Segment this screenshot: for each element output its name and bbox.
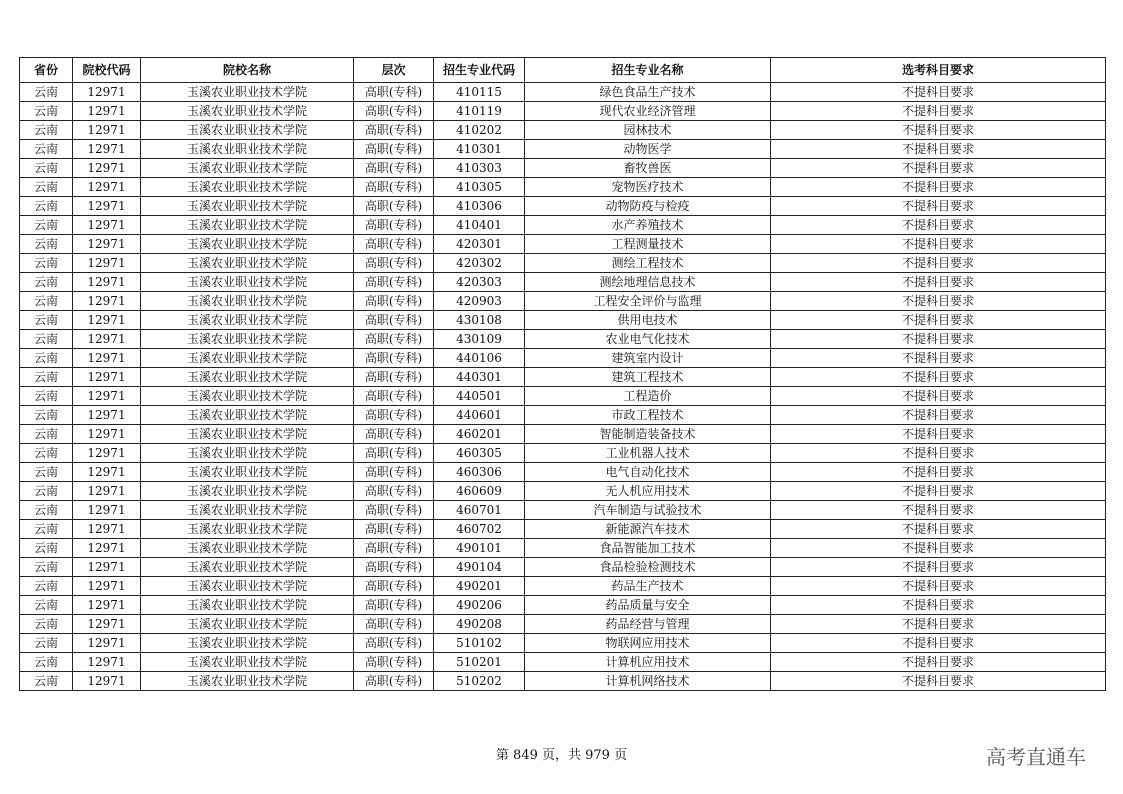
major-name-cell: 计算机应用技术 bbox=[525, 653, 771, 672]
major-name-cell: 现代农业经济管理 bbox=[525, 102, 771, 121]
major-code-cell: 460701 bbox=[434, 501, 525, 520]
province-cell: 云南 bbox=[20, 463, 73, 482]
major-code-cell: 410202 bbox=[434, 121, 525, 140]
school-code-cell: 12971 bbox=[73, 672, 141, 691]
subject-requirement-cell: 不提科目要求 bbox=[771, 520, 1106, 539]
major-code-cell: 420302 bbox=[434, 254, 525, 273]
school-code-cell: 12971 bbox=[73, 653, 141, 672]
province-cell: 云南 bbox=[20, 292, 73, 311]
school-code-cell: 12971 bbox=[73, 349, 141, 368]
level-cell: 高职(专科) bbox=[354, 539, 434, 558]
table-row bbox=[20, 140, 1106, 159]
school-name-cell: 玉溪农业职业技术学院 bbox=[141, 634, 354, 653]
level-cell: 高职(专科) bbox=[354, 83, 434, 102]
table-body bbox=[20, 83, 1106, 691]
table-row bbox=[20, 482, 1106, 501]
table-row bbox=[20, 330, 1106, 349]
level-cell: 高职(专科) bbox=[354, 121, 434, 140]
subject-requirement-cell: 不提科目要求 bbox=[771, 596, 1106, 615]
subject-requirement-cell: 不提科目要求 bbox=[771, 292, 1106, 311]
major-name-cell: 建筑工程技术 bbox=[525, 368, 771, 387]
table-row bbox=[20, 254, 1106, 273]
header-major-name: 招生专业名称 bbox=[525, 58, 771, 83]
table-row bbox=[20, 615, 1106, 634]
major-name-cell: 园林技术 bbox=[525, 121, 771, 140]
major-name-cell: 畜牧兽医 bbox=[525, 159, 771, 178]
school-name-cell: 玉溪农业职业技术学院 bbox=[141, 197, 354, 216]
province-cell: 云南 bbox=[20, 178, 73, 197]
table-row bbox=[20, 444, 1106, 463]
school-code-cell: 12971 bbox=[73, 121, 141, 140]
level-cell: 高职(专科) bbox=[354, 520, 434, 539]
major-code-cell: 410301 bbox=[434, 140, 525, 159]
subject-requirement-cell: 不提科目要求 bbox=[771, 330, 1106, 349]
province-cell: 云南 bbox=[20, 425, 73, 444]
table-row bbox=[20, 178, 1106, 197]
major-name-cell: 智能制造装备技术 bbox=[525, 425, 771, 444]
subject-requirement-cell: 不提科目要求 bbox=[771, 577, 1106, 596]
table-row bbox=[20, 235, 1106, 254]
table-row bbox=[20, 653, 1106, 672]
major-code-cell: 460609 bbox=[434, 482, 525, 501]
school-name-cell: 玉溪农业职业技术学院 bbox=[141, 520, 354, 539]
major-code-cell: 460306 bbox=[434, 463, 525, 482]
header-level: 层次 bbox=[354, 58, 434, 83]
major-code-cell: 490208 bbox=[434, 615, 525, 634]
subject-requirement-cell: 不提科目要求 bbox=[771, 653, 1106, 672]
province-cell: 云南 bbox=[20, 558, 73, 577]
province-cell: 云南 bbox=[20, 520, 73, 539]
province-cell: 云南 bbox=[20, 387, 73, 406]
subject-requirement-cell: 不提科目要求 bbox=[771, 501, 1106, 520]
major-name-cell: 工程安全评价与监理 bbox=[525, 292, 771, 311]
subject-requirement-cell: 不提科目要求 bbox=[771, 254, 1106, 273]
level-cell: 高职(专科) bbox=[354, 558, 434, 577]
header-subject-requirement: 选考科目要求 bbox=[771, 58, 1106, 83]
major-name-cell: 新能源汽车技术 bbox=[525, 520, 771, 539]
province-cell: 云南 bbox=[20, 672, 73, 691]
level-cell: 高职(专科) bbox=[354, 482, 434, 501]
level-cell: 高职(专科) bbox=[354, 406, 434, 425]
school-name-cell: 玉溪农业职业技术学院 bbox=[141, 254, 354, 273]
major-code-cell: 420903 bbox=[434, 292, 525, 311]
school-name-cell: 玉溪农业职业技术学院 bbox=[141, 558, 354, 577]
major-code-cell: 490206 bbox=[434, 596, 525, 615]
subject-requirement-cell: 不提科目要求 bbox=[771, 216, 1106, 235]
header-major-code: 招生专业代码 bbox=[434, 58, 525, 83]
school-code-cell: 12971 bbox=[73, 596, 141, 615]
subject-requirement-cell: 不提科目要求 bbox=[771, 102, 1106, 121]
major-code-cell: 410303 bbox=[434, 159, 525, 178]
major-requirements-table bbox=[19, 57, 1106, 691]
major-code-cell: 510202 bbox=[434, 672, 525, 691]
major-code-cell: 410306 bbox=[434, 197, 525, 216]
major-name-cell: 供用电技术 bbox=[525, 311, 771, 330]
table-row bbox=[20, 539, 1106, 558]
table-row bbox=[20, 216, 1106, 235]
major-code-cell: 490201 bbox=[434, 577, 525, 596]
province-cell: 云南 bbox=[20, 273, 73, 292]
major-code-cell: 510102 bbox=[434, 634, 525, 653]
major-name-cell: 汽车制造与试验技术 bbox=[525, 501, 771, 520]
subject-requirement-cell: 不提科目要求 bbox=[771, 539, 1106, 558]
school-name-cell: 玉溪农业职业技术学院 bbox=[141, 653, 354, 672]
table-row bbox=[20, 83, 1106, 102]
major-name-cell: 药品经营与管理 bbox=[525, 615, 771, 634]
school-name-cell: 玉溪农业职业技术学院 bbox=[141, 387, 354, 406]
province-cell: 云南 bbox=[20, 330, 73, 349]
subject-requirement-cell: 不提科目要求 bbox=[771, 159, 1106, 178]
header-province: 省份 bbox=[20, 58, 73, 83]
school-name-cell: 玉溪农业职业技术学院 bbox=[141, 235, 354, 254]
table-row bbox=[20, 406, 1106, 425]
table-row bbox=[20, 273, 1106, 292]
major-code-cell: 430109 bbox=[434, 330, 525, 349]
major-code-cell: 410119 bbox=[434, 102, 525, 121]
school-code-cell: 12971 bbox=[73, 482, 141, 501]
province-cell: 云南 bbox=[20, 311, 73, 330]
school-code-cell: 12971 bbox=[73, 615, 141, 634]
school-name-cell: 玉溪农业职业技术学院 bbox=[141, 539, 354, 558]
school-name-cell: 玉溪农业职业技术学院 bbox=[141, 482, 354, 501]
school-name-cell: 玉溪农业职业技术学院 bbox=[141, 273, 354, 292]
major-name-cell: 绿色食品生产技术 bbox=[525, 83, 771, 102]
level-cell: 高职(专科) bbox=[354, 197, 434, 216]
table-row bbox=[20, 672, 1106, 691]
province-cell: 云南 bbox=[20, 349, 73, 368]
watermark: 高考直通车 bbox=[986, 745, 1086, 769]
major-code-cell: 410305 bbox=[434, 178, 525, 197]
school-code-cell: 12971 bbox=[73, 425, 141, 444]
major-name-cell: 建筑室内设计 bbox=[525, 349, 771, 368]
province-cell: 云南 bbox=[20, 634, 73, 653]
level-cell: 高职(专科) bbox=[354, 501, 434, 520]
subject-requirement-cell: 不提科目要求 bbox=[771, 406, 1106, 425]
major-name-cell: 食品智能加工技术 bbox=[525, 539, 771, 558]
table-row bbox=[20, 596, 1106, 615]
subject-requirement-cell: 不提科目要求 bbox=[771, 672, 1106, 691]
school-code-cell: 12971 bbox=[73, 330, 141, 349]
province-cell: 云南 bbox=[20, 197, 73, 216]
table-row bbox=[20, 368, 1106, 387]
level-cell: 高职(专科) bbox=[354, 159, 434, 178]
major-name-cell: 工程造价 bbox=[525, 387, 771, 406]
header-school-code: 院校代码 bbox=[73, 58, 141, 83]
school-code-cell: 12971 bbox=[73, 387, 141, 406]
level-cell: 高职(专科) bbox=[354, 178, 434, 197]
school-code-cell: 12971 bbox=[73, 463, 141, 482]
school-name-cell: 玉溪农业职业技术学院 bbox=[141, 216, 354, 235]
school-code-cell: 12971 bbox=[73, 235, 141, 254]
school-code-cell: 12971 bbox=[73, 577, 141, 596]
header-school-name: 院校名称 bbox=[141, 58, 354, 83]
major-name-cell: 药品质量与安全 bbox=[525, 596, 771, 615]
major-name-cell: 电气自动化技术 bbox=[525, 463, 771, 482]
table-row bbox=[20, 311, 1106, 330]
major-name-cell: 测绘地理信息技术 bbox=[525, 273, 771, 292]
major-code-cell: 440301 bbox=[434, 368, 525, 387]
level-cell: 高职(专科) bbox=[354, 577, 434, 596]
major-code-cell: 440106 bbox=[434, 349, 525, 368]
subject-requirement-cell: 不提科目要求 bbox=[771, 349, 1106, 368]
table-row bbox=[20, 159, 1106, 178]
school-code-cell: 12971 bbox=[73, 368, 141, 387]
province-cell: 云南 bbox=[20, 539, 73, 558]
school-code-cell: 12971 bbox=[73, 254, 141, 273]
table-row bbox=[20, 121, 1106, 140]
subject-requirement-cell: 不提科目要求 bbox=[771, 121, 1106, 140]
table-row bbox=[20, 292, 1106, 311]
level-cell: 高职(专科) bbox=[354, 349, 434, 368]
school-code-cell: 12971 bbox=[73, 197, 141, 216]
subject-requirement-cell: 不提科目要求 bbox=[771, 615, 1106, 634]
subject-requirement-cell: 不提科目要求 bbox=[771, 178, 1106, 197]
table-row bbox=[20, 577, 1106, 596]
major-code-cell: 460305 bbox=[434, 444, 525, 463]
school-code-cell: 12971 bbox=[73, 634, 141, 653]
major-name-cell: 工程测量技术 bbox=[525, 235, 771, 254]
school-code-cell: 12971 bbox=[73, 406, 141, 425]
major-code-cell: 420301 bbox=[434, 235, 525, 254]
level-cell: 高职(专科) bbox=[354, 235, 434, 254]
school-name-cell: 玉溪农业职业技术学院 bbox=[141, 615, 354, 634]
major-name-cell: 测绘工程技术 bbox=[525, 254, 771, 273]
school-name-cell: 玉溪农业职业技术学院 bbox=[141, 102, 354, 121]
level-cell: 高职(专科) bbox=[354, 102, 434, 121]
level-cell: 高职(专科) bbox=[354, 634, 434, 653]
province-cell: 云南 bbox=[20, 444, 73, 463]
subject-requirement-cell: 不提科目要求 bbox=[771, 273, 1106, 292]
table-row bbox=[20, 387, 1106, 406]
province-cell: 云南 bbox=[20, 102, 73, 121]
major-name-cell: 食品检验检测技术 bbox=[525, 558, 771, 577]
school-name-cell: 玉溪农业职业技术学院 bbox=[141, 406, 354, 425]
level-cell: 高职(专科) bbox=[354, 387, 434, 406]
school-name-cell: 玉溪农业职业技术学院 bbox=[141, 672, 354, 691]
subject-requirement-cell: 不提科目要求 bbox=[771, 235, 1106, 254]
major-code-cell: 510201 bbox=[434, 653, 525, 672]
school-name-cell: 玉溪农业职业技术学院 bbox=[141, 368, 354, 387]
level-cell: 高职(专科) bbox=[354, 254, 434, 273]
province-cell: 云南 bbox=[20, 368, 73, 387]
school-code-cell: 12971 bbox=[73, 520, 141, 539]
school-name-cell: 玉溪农业职业技术学院 bbox=[141, 292, 354, 311]
subject-requirement-cell: 不提科目要求 bbox=[771, 482, 1106, 501]
school-name-cell: 玉溪农业职业技术学院 bbox=[141, 311, 354, 330]
major-name-cell: 工业机器人技术 bbox=[525, 444, 771, 463]
subject-requirement-cell: 不提科目要求 bbox=[771, 197, 1106, 216]
school-name-cell: 玉溪农业职业技术学院 bbox=[141, 330, 354, 349]
major-code-cell: 410401 bbox=[434, 216, 525, 235]
level-cell: 高职(专科) bbox=[354, 368, 434, 387]
school-code-cell: 12971 bbox=[73, 83, 141, 102]
school-code-cell: 12971 bbox=[73, 216, 141, 235]
major-name-cell: 动物医学 bbox=[525, 140, 771, 159]
major-code-cell: 490104 bbox=[434, 558, 525, 577]
major-name-cell: 药品生产技术 bbox=[525, 577, 771, 596]
table-row bbox=[20, 634, 1106, 653]
school-code-cell: 12971 bbox=[73, 501, 141, 520]
level-cell: 高职(专科) bbox=[354, 444, 434, 463]
major-name-cell: 计算机网络技术 bbox=[525, 672, 771, 691]
level-cell: 高职(专科) bbox=[354, 140, 434, 159]
major-name-cell: 宠物医疗技术 bbox=[525, 178, 771, 197]
level-cell: 高职(专科) bbox=[354, 463, 434, 482]
major-code-cell: 490101 bbox=[434, 539, 525, 558]
province-cell: 云南 bbox=[20, 501, 73, 520]
major-name-cell: 动物防疫与检疫 bbox=[525, 197, 771, 216]
major-name-cell: 无人机应用技术 bbox=[525, 482, 771, 501]
school-name-cell: 玉溪农业职业技术学院 bbox=[141, 425, 354, 444]
page-number: 第 849 页，共 979 页 bbox=[495, 748, 628, 763]
major-code-cell: 410115 bbox=[434, 83, 525, 102]
subject-requirement-cell: 不提科目要求 bbox=[771, 387, 1106, 406]
level-cell: 高职(专科) bbox=[354, 292, 434, 311]
level-cell: 高职(专科) bbox=[354, 311, 434, 330]
level-cell: 高职(专科) bbox=[354, 216, 434, 235]
province-cell: 云南 bbox=[20, 121, 73, 140]
school-code-cell: 12971 bbox=[73, 102, 141, 121]
table-row bbox=[20, 463, 1106, 482]
province-cell: 云南 bbox=[20, 83, 73, 102]
school-code-cell: 12971 bbox=[73, 558, 141, 577]
level-cell: 高职(专科) bbox=[354, 653, 434, 672]
province-cell: 云南 bbox=[20, 482, 73, 501]
major-name-cell: 水产养殖技术 bbox=[525, 216, 771, 235]
subject-requirement-cell: 不提科目要求 bbox=[771, 140, 1106, 159]
province-cell: 云南 bbox=[20, 653, 73, 672]
school-code-cell: 12971 bbox=[73, 273, 141, 292]
province-cell: 云南 bbox=[20, 216, 73, 235]
province-cell: 云南 bbox=[20, 254, 73, 273]
school-code-cell: 12971 bbox=[73, 178, 141, 197]
province-cell: 云南 bbox=[20, 406, 73, 425]
level-cell: 高职(专科) bbox=[354, 615, 434, 634]
subject-requirement-cell: 不提科目要求 bbox=[771, 463, 1106, 482]
school-code-cell: 12971 bbox=[73, 444, 141, 463]
major-code-cell: 460702 bbox=[434, 520, 525, 539]
province-cell: 云南 bbox=[20, 615, 73, 634]
major-name-cell: 农业电气化技术 bbox=[525, 330, 771, 349]
school-code-cell: 12971 bbox=[73, 159, 141, 178]
major-code-cell: 440601 bbox=[434, 406, 525, 425]
major-code-cell: 460201 bbox=[434, 425, 525, 444]
school-code-cell: 12971 bbox=[73, 539, 141, 558]
subject-requirement-cell: 不提科目要求 bbox=[771, 83, 1106, 102]
table-row bbox=[20, 520, 1106, 539]
school-code-cell: 12971 bbox=[73, 311, 141, 330]
subject-requirement-cell: 不提科目要求 bbox=[771, 558, 1106, 577]
major-name-cell: 物联网应用技术 bbox=[525, 634, 771, 653]
school-code-cell: 12971 bbox=[73, 292, 141, 311]
school-code-cell: 12971 bbox=[73, 140, 141, 159]
major-code-cell: 420303 bbox=[434, 273, 525, 292]
table-row bbox=[20, 501, 1106, 520]
school-name-cell: 玉溪农业职业技术学院 bbox=[141, 444, 354, 463]
province-cell: 云南 bbox=[20, 577, 73, 596]
level-cell: 高职(专科) bbox=[354, 596, 434, 615]
level-cell: 高职(专科) bbox=[354, 672, 434, 691]
school-name-cell: 玉溪农业职业技术学院 bbox=[141, 178, 354, 197]
table-row bbox=[20, 102, 1106, 121]
level-cell: 高职(专科) bbox=[354, 273, 434, 292]
school-name-cell: 玉溪农业职业技术学院 bbox=[141, 501, 354, 520]
major-name-cell: 市政工程技术 bbox=[525, 406, 771, 425]
school-name-cell: 玉溪农业职业技术学院 bbox=[141, 121, 354, 140]
table-row bbox=[20, 425, 1106, 444]
subject-requirement-cell: 不提科目要求 bbox=[771, 425, 1106, 444]
school-name-cell: 玉溪农业职业技术学院 bbox=[141, 596, 354, 615]
subject-requirement-cell: 不提科目要求 bbox=[771, 444, 1106, 463]
table-row bbox=[20, 349, 1106, 368]
level-cell: 高职(专科) bbox=[354, 425, 434, 444]
province-cell: 云南 bbox=[20, 140, 73, 159]
school-name-cell: 玉溪农业职业技术学院 bbox=[141, 349, 354, 368]
level-cell: 高职(专科) bbox=[354, 330, 434, 349]
subject-requirement-cell: 不提科目要求 bbox=[771, 634, 1106, 653]
table-row bbox=[20, 558, 1106, 577]
major-code-cell: 440501 bbox=[434, 387, 525, 406]
province-cell: 云南 bbox=[20, 596, 73, 615]
subject-requirement-cell: 不提科目要求 bbox=[771, 311, 1106, 330]
table-header bbox=[20, 58, 1106, 83]
school-name-cell: 玉溪农业职业技术学院 bbox=[141, 463, 354, 482]
province-cell: 云南 bbox=[20, 159, 73, 178]
major-code-cell: 430108 bbox=[434, 311, 525, 330]
table-row bbox=[20, 197, 1106, 216]
school-name-cell: 玉溪农业职业技术学院 bbox=[141, 159, 354, 178]
subject-requirement-cell: 不提科目要求 bbox=[771, 368, 1106, 387]
province-cell: 云南 bbox=[20, 235, 73, 254]
school-name-cell: 玉溪农业职业技术学院 bbox=[141, 577, 354, 596]
school-name-cell: 玉溪农业职业技术学院 bbox=[141, 83, 354, 102]
header-row bbox=[20, 58, 1106, 83]
school-name-cell: 玉溪农业职业技术学院 bbox=[141, 140, 354, 159]
